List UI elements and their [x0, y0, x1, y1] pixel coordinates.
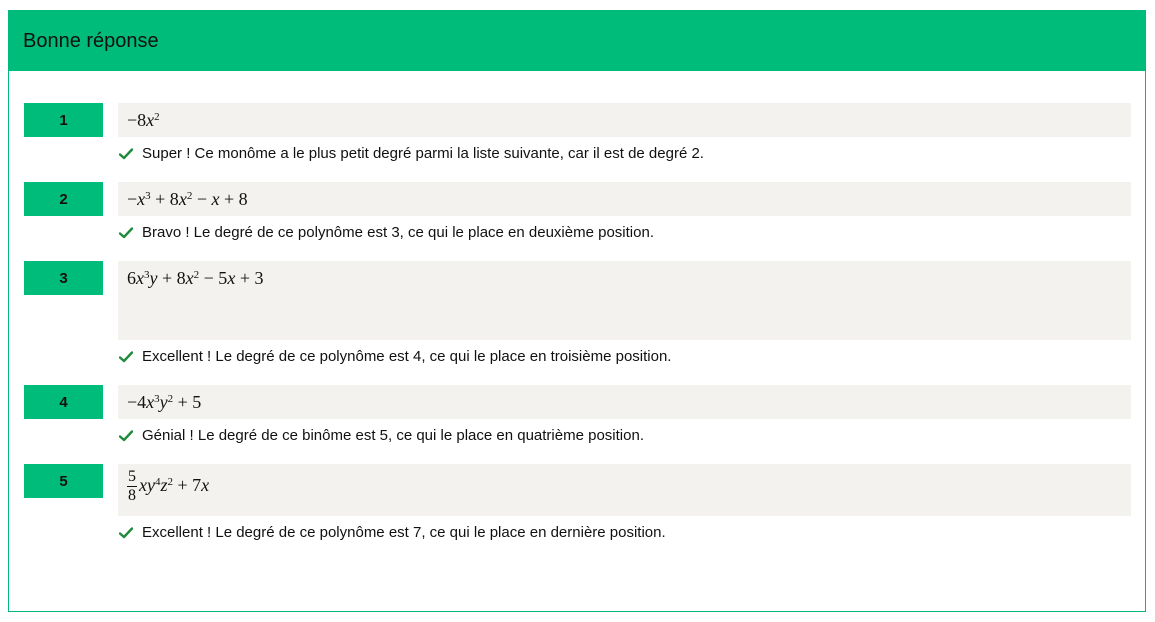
item-number-badge: 1 [24, 103, 103, 137]
check-icon [118, 349, 134, 365]
feedback-row [118, 427, 1131, 444]
feedback-text: Excellent ! Le degré de ce polynôme est 4, ce qui le place en troisième position. [142, 348, 672, 365]
check-icon [118, 428, 134, 444]
item-number-badge: 5 [24, 464, 103, 498]
feedback-text: Bravo ! Le degré de ce polynôme est 3, ce qui le place en deuxième position. [142, 224, 654, 241]
feedback-text: Génial ! Le degré de ce binôme est 5, ce qui le place en quatrième position. [142, 427, 644, 444]
expression-box: $\frac{5}{8}$ $xy^4z^2 + 7x$ [118, 464, 1131, 516]
feedback-text: Excellent ! Le degré de ce polynôme est 7, ce qui le place en dernière position. [142, 524, 666, 541]
feedback-row [118, 145, 1131, 162]
expression-box: $-x^3 + 8x^2 - x + 8$ [118, 182, 1131, 216]
answer-item [24, 103, 1131, 162]
item-number-badge: 2 [24, 182, 103, 216]
check-icon [118, 146, 134, 162]
answer-item [24, 464, 1131, 541]
feedback-row [118, 348, 1131, 365]
expression-box: $-8x^2$ [118, 103, 1131, 137]
feedback-row [118, 524, 1131, 541]
card-header [9, 11, 1145, 71]
expression-box: $6x^3y + 8x^2 - 5x + 3$ [118, 261, 1131, 340]
answer-card [8, 10, 1146, 612]
feedback-row [118, 224, 1131, 241]
item-number-badge: 4 [24, 385, 103, 419]
expression-box: $-4x^3y^2 + 5$ [118, 385, 1131, 419]
answer-item [24, 182, 1131, 241]
item-number-badge: 3 [24, 261, 103, 295]
check-icon [118, 525, 134, 541]
feedback-text: Super ! Ce monôme a le plus petit degré parmi la liste suivante, car il est de degré 2. [142, 145, 704, 162]
answer-item [24, 385, 1131, 444]
card-title: Bonne réponse [23, 29, 159, 52]
check-icon [118, 225, 134, 241]
answer-list [24, 103, 1131, 561]
answer-item [24, 261, 1131, 365]
